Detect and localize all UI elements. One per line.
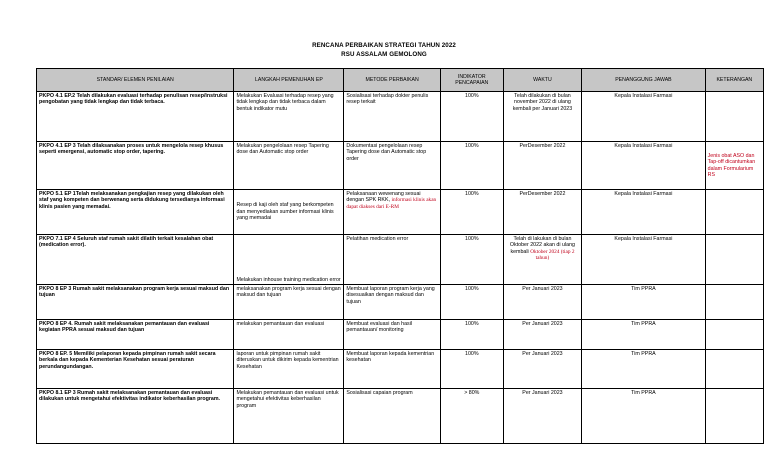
table-row xyxy=(37,389,764,444)
cell-indikator: > 80% xyxy=(440,389,503,444)
metode-text: Pelaksanaan wewenang sesuai dengan SPK RKK, xyxy=(346,191,421,204)
cell-keterangan: Jenis obat ASO dan Tap-off dicantumkan dalam Formularium RS xyxy=(705,142,763,190)
cell-pj: Kepala Instalasi Farmasi xyxy=(582,190,705,235)
header-waktu: WAKTU xyxy=(503,69,582,92)
cell-standar: PKPO 4.1 EP.2 Telah dilakukan evaluasi terhadap penulisan resep/instruksi pengobatan yang tidak lengkap dan tidak terbaca. xyxy=(37,92,234,142)
cell-metode: Sosialisasi capaian program xyxy=(344,389,440,444)
header-indikator: INDIKATOR PENCAPAIAN xyxy=(440,69,503,92)
cell-standar: PKPO 5.1 EP 1Telah melaksanakan pengkajian resep yang dilakukan oleh staf yang kompeten dan berwenang serta didukung tersedianya informasi klinis pasien yang memadai. xyxy=(37,190,234,235)
cell-keterangan xyxy=(705,190,763,235)
cell-metode: Pelatihan medication error xyxy=(344,235,440,285)
cell-langkah: Resep di kaji oleh staf yang berkompeten dan menyediakan sumber informasi klinis yang memadai xyxy=(234,190,344,235)
cell-metode: Membuat evaluasi dan hasil pemantauan/ monitoring xyxy=(344,320,440,350)
header-langkah: LANGKAH PEMENUHAN EP xyxy=(234,69,344,92)
waktu-note: Oktober 2024 (tiap 2 tahun) xyxy=(530,248,575,262)
cell-waktu: Per Januari 2023 xyxy=(503,285,582,320)
table-row xyxy=(37,142,764,190)
cell-keterangan xyxy=(705,235,763,285)
cell-waktu: Per Januari 2023 xyxy=(503,320,582,350)
cell-pj: Kepala Instalasi Farmasi xyxy=(582,235,705,285)
header-metode: METODE PERBAIKAN xyxy=(344,69,440,92)
cell-pj: Tim PPRA xyxy=(582,350,705,389)
cell-indikator: 100% xyxy=(440,190,503,235)
cell-standar: PKPO 8.1 EP 3 Rumah sakit melaksanakan pemantauan dan evaluasi dilakukan untuk mengetahui efektivitas indikator keberhasilan program. xyxy=(37,389,234,444)
metode-note: informasi klinis akan dapat diakses dari E-RM xyxy=(346,197,437,210)
cell-langkah: Melakukan inhouse training medication error xyxy=(234,235,344,285)
cell-metode: Membuat laporan program kerja yang disesuaikan dengan maksud dan tujuan xyxy=(344,285,440,320)
cell-waktu: Per Januari 2023 xyxy=(503,389,582,444)
table-row xyxy=(37,190,764,235)
plan-table xyxy=(36,68,764,444)
cell-indikator: 100% xyxy=(440,92,503,142)
cell-indikator: 100% xyxy=(440,320,503,350)
cell-pj: Tim PPRA xyxy=(582,320,705,350)
cell-pj: Tim PPRA xyxy=(582,389,705,444)
header-standar: STANDAR/ ELEMEN PENILAIAN xyxy=(37,69,234,92)
cell-waktu: Per Januari 2023 xyxy=(503,350,582,389)
cell-indikator: 100% xyxy=(440,235,503,285)
cell-waktu xyxy=(503,235,582,285)
cell-indikator: 100% xyxy=(440,142,503,190)
table-row xyxy=(37,92,764,142)
cell-langkah: Melakukan pengelolaan resep Tapering dose dan Automatic stop order xyxy=(234,142,344,190)
cell-standar: PKPO 8 EP 4. Rumah sakit melaksanakan pemantauan dan evaluasi kegiatan PPRA sesuai maksud dan tujuan xyxy=(37,320,234,350)
cell-waktu: Telah dilakukan di bulan november 2022 di ulang kembali per Januari 2023 xyxy=(503,92,582,142)
cell-langkah: melaksanakan program kerja sesuai dengan maksud dan tujuan xyxy=(234,285,344,320)
cell-pj: Tim PPRA xyxy=(582,285,705,320)
cell-keterangan xyxy=(705,389,763,444)
cell-langkah: Melakukan pemantauan dan evaluasi untuk mengetahui efektivitas keberhasilan program xyxy=(234,389,344,444)
cell-indikator: 100% xyxy=(440,285,503,320)
cell-keterangan xyxy=(705,320,763,350)
cell-langkah: melakukan pemantauan dan evaluasi xyxy=(234,320,344,350)
document-title: RENCANA PERBAIKAN STRATEGI TAHUN 2022 xyxy=(312,42,456,49)
cell-langkah: Melakukan Evaluasi terhadap resep yang tidak lengkap dan tidak terbaca dalam bentuk indikator mutu xyxy=(234,92,344,142)
cell-standar: PKPO 8 EP. 5 Memiliki pelaporan kepada pimpinan rumah sakit secara berkala dan kepada Kementerian Kesehatan sesuai peraturan perundangundangan. xyxy=(37,350,234,389)
cell-standar: PKPO 7.1 EP 4 Seluruh staf rumah sakit dilatih terkait kesalahan obat (medication error). xyxy=(37,235,234,285)
waktu-text: Telah di lakukan di bulan Oktober 2022 akan di ulang kembali xyxy=(509,236,575,255)
cell-keterangan xyxy=(705,92,763,142)
table-row xyxy=(37,235,764,285)
cell-metode xyxy=(344,190,440,235)
cell-keterangan xyxy=(705,350,763,389)
cell-keterangan xyxy=(705,285,763,320)
table-row xyxy=(37,320,764,350)
cell-metode: Sosialisasi terhadap dokter penulis resep terkait xyxy=(344,92,440,142)
header-pj: PENANGGUNG JAWAB xyxy=(582,69,705,92)
cell-pj: Kepala Instalasi Farmasi xyxy=(582,142,705,190)
cell-waktu: PerDesember 2022 xyxy=(503,142,582,190)
table-row xyxy=(37,285,764,320)
cell-pj: Kepala Instalasi Farmasi xyxy=(582,92,705,142)
header-keterangan: KETERANGAN xyxy=(705,69,763,92)
table-row xyxy=(37,350,764,389)
cell-langkah: laporan untuk pimpinan rumah sakit diteruskan untuk dikirim kepada kementrian Kesehatan xyxy=(234,350,344,389)
document-subtitle: RSU ASSALAM GEMOLONG xyxy=(341,51,427,58)
cell-metode: Dokumentasi pengelolaan resep Tapering dose dan Automatic stop order xyxy=(344,142,440,190)
cell-standar: PKPO 4.1 EP 3 Telah dilaksanakan proses untuk mengelola resep khusus seperti emergensi, automatic stop order, tapering. xyxy=(37,142,234,190)
cell-metode: Membuat laporan kepada kementrian kesehatan xyxy=(344,350,440,389)
table-header-row xyxy=(37,69,764,92)
cell-standar: PKPO 8 EP 3 Rumah sakit melaksanakan program kerja sesuai maksud dan tujuan xyxy=(37,285,234,320)
cell-waktu: PerDesember 2022 xyxy=(503,190,582,235)
cell-indikator: 100% xyxy=(440,350,503,389)
